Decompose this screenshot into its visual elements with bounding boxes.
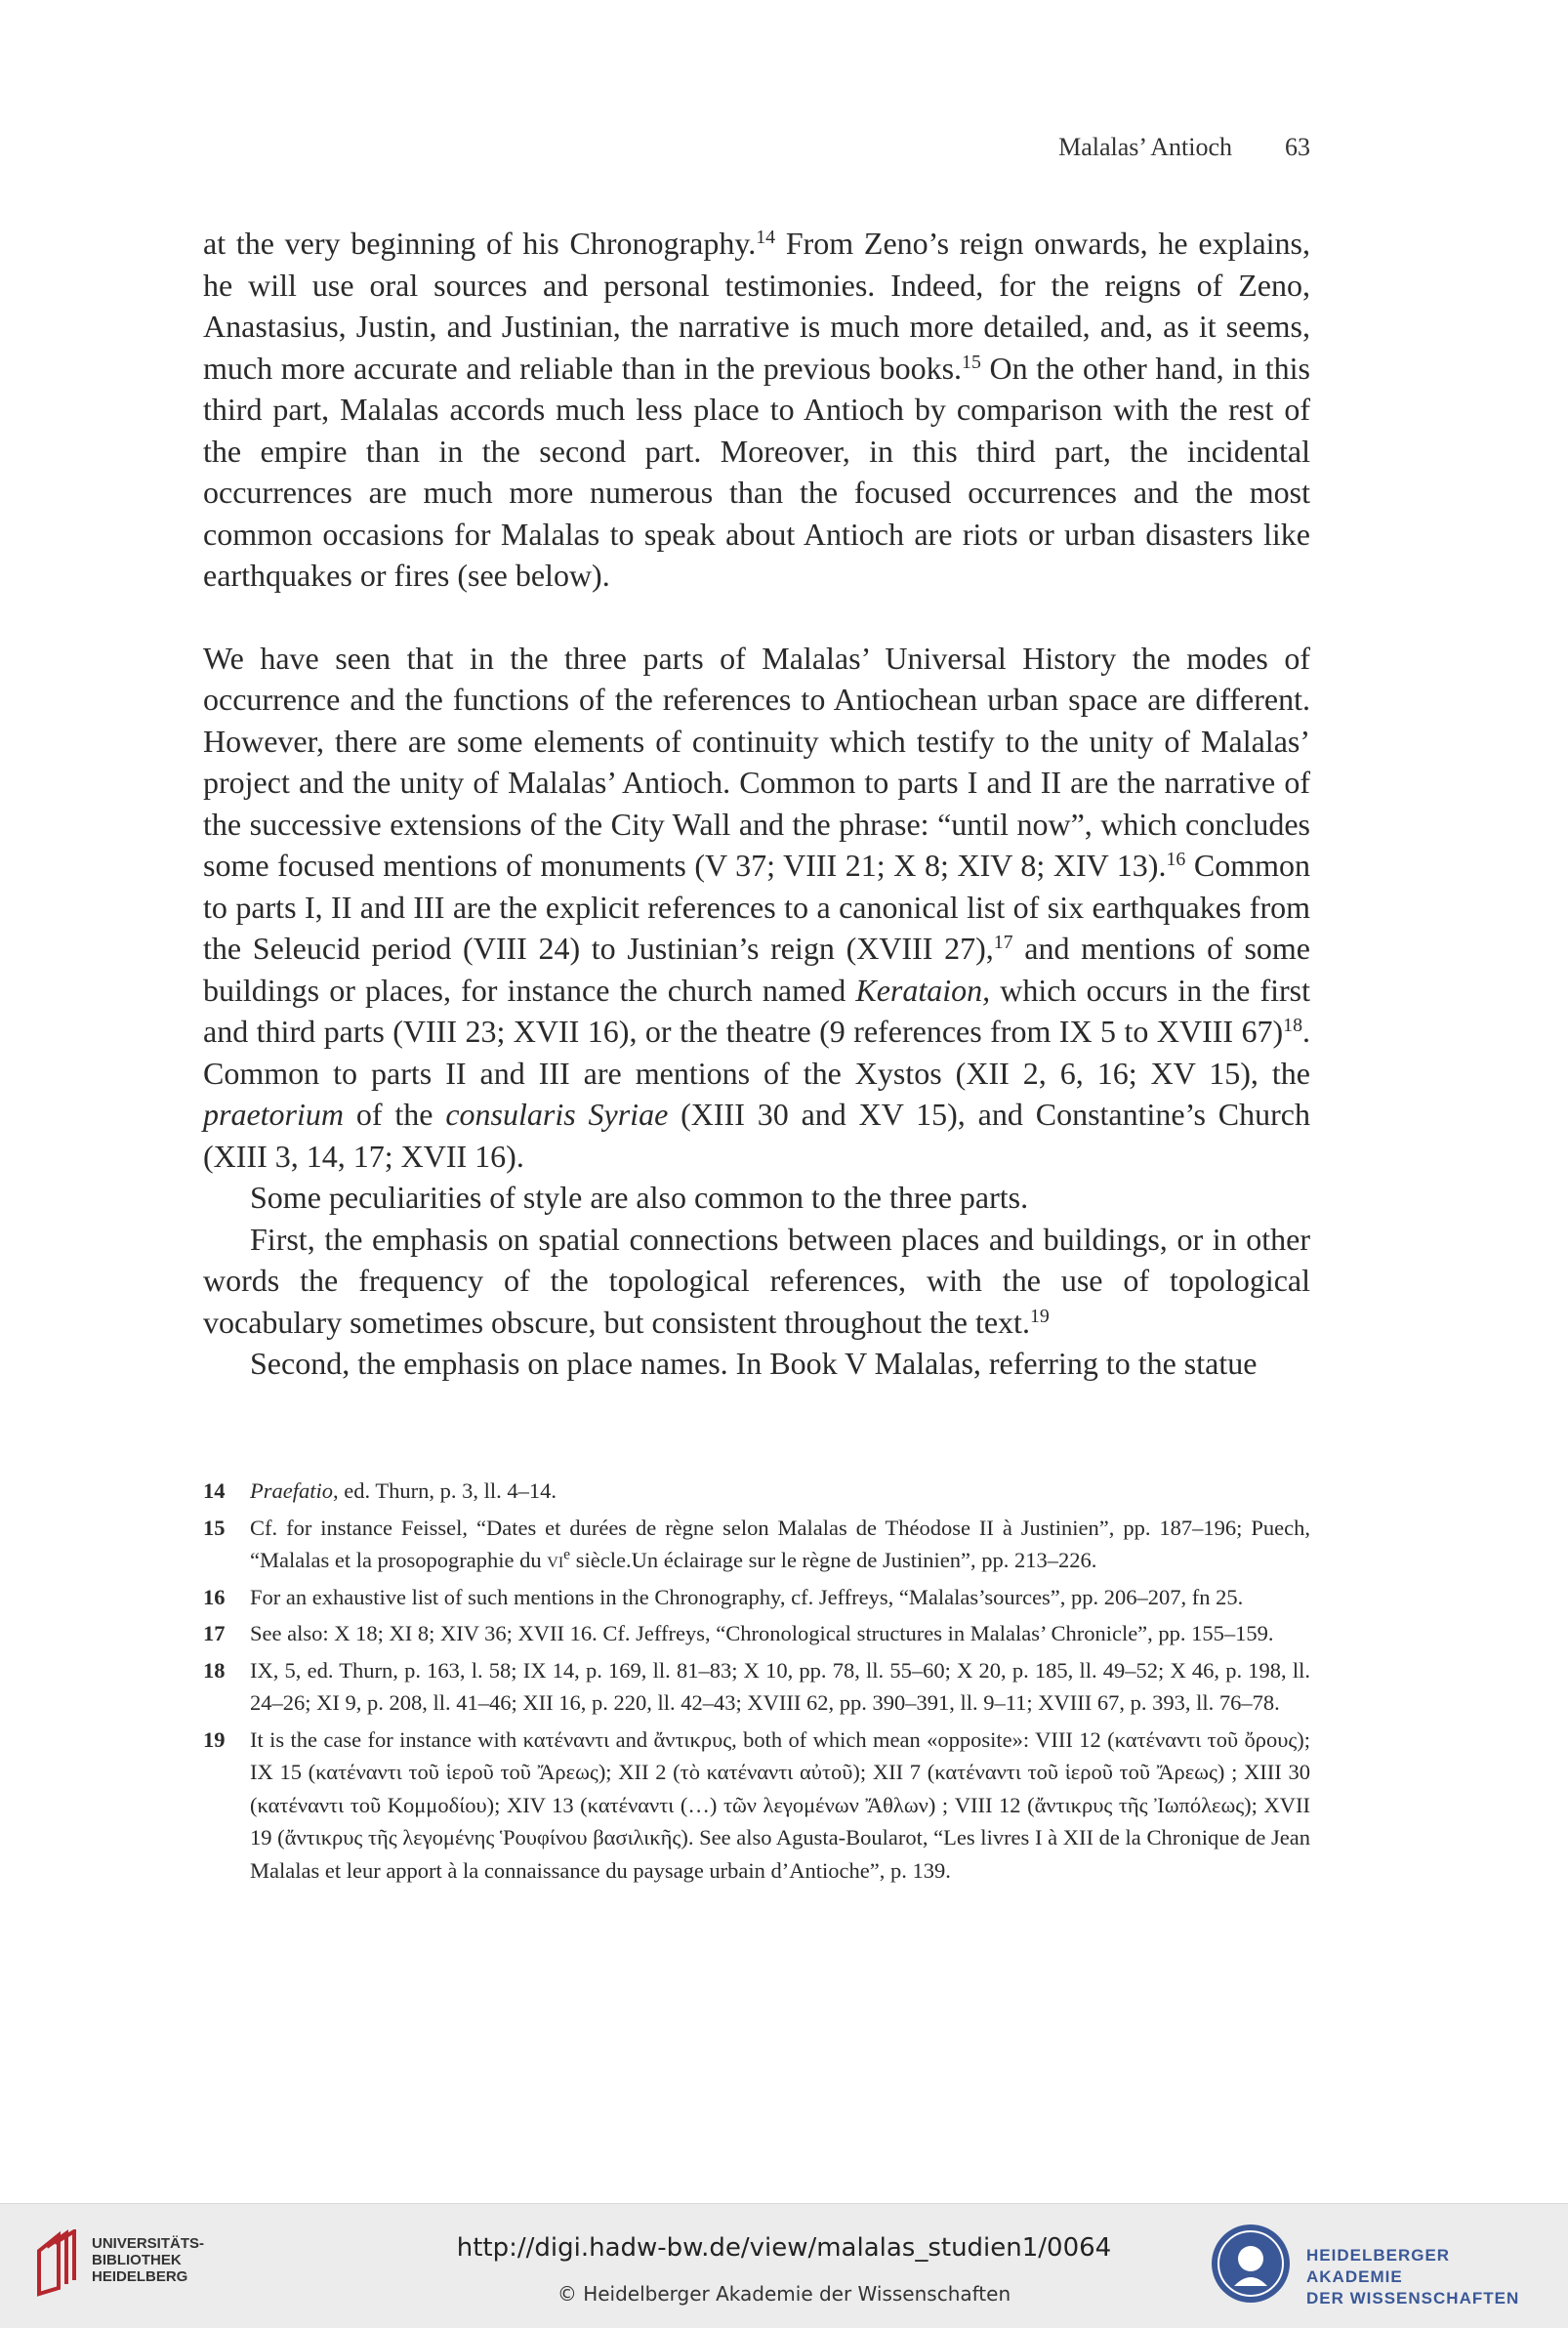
- academy-seal-icon: [1209, 2222, 1293, 2306]
- text-run: at the very beginning of his Chronography.: [203, 226, 757, 261]
- text-run: We have seen that in the three parts of Malalas’ Universal History the modes of occurrence and the functions of the references to Antiochean urban space are different. However, there are some elements of continuity which testify to the unity of Malalas’ project and the unity of Malalas’ Antioch. Common to parts I and II are the narrative of the successive extensions of the City Wall and the phrase: “until now”, which concludes some focused mentions of monuments (V 37; VIII 21; X 8; XIV 8; XIV 13).: [203, 640, 1310, 883]
- italic-term: Praefatio: [250, 1478, 333, 1503]
- footnote-text: For an exhaustive list of such mentions in the Chronography, cf. Jeffreys, “Malalas’sources”, pp. 206–207, fn 25.: [250, 1584, 1244, 1609]
- footnote-number: 16: [203, 1584, 226, 1609]
- running-head: [203, 133, 1310, 172]
- footnote-number: 19: [203, 1726, 226, 1752]
- academy-logo[interactable]: [1209, 2218, 1541, 2315]
- text-run: of the: [344, 1097, 446, 1132]
- footnote-ref-16[interactable]: 16: [1166, 849, 1186, 871]
- footnote-text: Cf. for instance Feissel, “Dates et durées de règne selon Malalas de Théodose II à Justinien”, pp. 187–196; Puech, “Malalas et la prosopographie du: [250, 1515, 1310, 1572]
- superscript: e: [563, 1546, 571, 1563]
- text-run: and mentions of some buildings or places, for instance the church named: [203, 931, 1311, 1008]
- footnote-number: 17: [203, 1621, 226, 1645]
- footnote-number: 18: [203, 1657, 226, 1683]
- footnote-text: siècle.Un éclairage sur le règne de Justinien”, pp. 213–226.: [570, 1548, 1097, 1572]
- source-url-link[interactable]: http://digi.hadw-bw.de/view/malalas_studien1/0064: [456, 2233, 1112, 2263]
- paragraph-2: [203, 638, 1310, 1178]
- footnote-ref-18[interactable]: 18: [1283, 1015, 1302, 1037]
- footnote-text: , ed. Thurn, p. 3, ll. 4–14.: [333, 1478, 557, 1503]
- footnote-text: See also: X 18; XI 8; XIV 36; XVII 16. Cf. Jeffreys, “Chronological structures in Malalas’ Chronicle”, pp. 155–159.: [250, 1621, 1274, 1645]
- footnote-ref-17[interactable]: 17: [993, 932, 1013, 954]
- footer-bar: [0, 2203, 1568, 2328]
- footnote-number: 14: [203, 1478, 226, 1503]
- footnote-17: [203, 1617, 1310, 1650]
- paragraph-5: Second, the emphasis on place names. In Book V Malalas, referring to the statue: [250, 1346, 1258, 1381]
- text-run: From Zeno’s reign onwards, he explains, he will use oral sources and personal testimonies. Indeed, for the reigns of Zeno, Anastasius, Justin, and Justinian, the narrative is much more detailed, and, as it seems, much more accurate and reliable than in the previous books.: [203, 226, 1310, 386]
- footnote-16: [203, 1581, 1310, 1614]
- logo-line: UNIVERSITÄTS-: [92, 2235, 205, 2252]
- page-number: 63: [1285, 133, 1310, 161]
- academy-name: [1306, 2245, 1541, 2309]
- text-run: which occurs in the first and third parts (VIII 23; XVII 16), or the theatre (9 references from IX 5 to XVIII 67): [203, 972, 1310, 1049]
- logo-line: BIBLIOTHEK: [92, 2252, 182, 2268]
- italic-term: consularis Syriae: [445, 1097, 669, 1132]
- text-run: . Common to parts II and III are mentions of the Xystos (XII 2, 6, 16; XV 15), the: [203, 1014, 1310, 1091]
- small-caps-text: vi: [547, 1548, 564, 1572]
- footnote-19: [203, 1724, 1310, 1888]
- italic-term: praetorium: [203, 1097, 344, 1132]
- italic-term: Kerataion,: [855, 972, 991, 1008]
- footnote-ref-14[interactable]: 14: [756, 227, 776, 249]
- logo-line: HEIDELBERG: [92, 2268, 188, 2285]
- running-title: Malalas’ Antioch: [1058, 133, 1232, 161]
- footnote-15: [203, 1512, 1310, 1577]
- footnote-ref-15[interactable]: 15: [962, 351, 981, 373]
- copyright-notice: © Heidelberger Akademie der Wissenschaften: [557, 2282, 1011, 2306]
- text-run: (XIII 30 and XV 15), and Constantine’s Church (XIII 3, 14, 17; XVII 16).: [203, 1097, 1311, 1174]
- footnote-14: [203, 1475, 1310, 1508]
- footnote-18: [203, 1654, 1310, 1720]
- text-run: On the other hand, in this third part, Malalas accords much less place to Antioch by comparison with the rest of the empire than in the second part. Moreover, in this third part, the incidental occurrences are much more numerous than the focused occurrences and the most common occasions for Malalas to speak about Antioch are riots or urban disasters like earthquakes or fires (see below).: [203, 350, 1310, 593]
- footnote-number: 15: [203, 1515, 226, 1540]
- text-run: First, the emphasis on spatial connections between places and buildings, or in other words the frequency of the topological references, with the use of topological vocabulary sometimes obscure, but consistent throughout the text.: [203, 1221, 1310, 1340]
- paragraph-1: [203, 223, 1310, 597]
- footnote-ref-19[interactable]: 19: [1029, 1305, 1050, 1327]
- paragraph-4: [203, 1219, 1310, 1344]
- logo-line: HEIDELBERGER AKADEMIE: [1306, 2246, 1451, 2286]
- body-text: [203, 223, 1310, 1385]
- footnote-text: It is the case for instance with κατέναντι and ἄντικρυς, both of which mean «opposite»: VIII 12 (κατέναντι τοῦ ὄρους); IX 15 (κατέναντι τοῦ ἱεροῦ τοῦ Ἄρεως); XII 2 (τὸ κατέναντι αὐτοῦ); XII 7 (κατέναντι τοῦ ἱεροῦ τοῦ Ἄρεως) ; XIII 30 (κατέναντι τοῦ Κομμοδίου); XIV 13 (κατέναντι (…) τῶν λεγομένων Ἄθλων) ; VIII 12 (ἄντικρυς τῆς Ἰωπόλεως); XVII 19 (ἄντικρυς τῆς λεγομένης Ῥουφίνου βασιλικῆς). See also Agusta-Boularot, “Les livres I à XII de la Chronique de Jean Malalas et leur apport à la connaissance du paysage urbain d’Antioche”, p. 139.: [250, 1726, 1310, 1883]
- paragraph-3: Some peculiarities of style are also common to the three parts.: [250, 1180, 1029, 1215]
- footnotes: [203, 1475, 1310, 1891]
- text-run: Common to parts I, II and III are the explicit references to a canonical list of six earthquakes from the Seleucid period (VIII 24) to Justinian’s reign (XVIII 27),: [203, 848, 1311, 966]
- footnote-text: IX, 5, ed. Thurn, p. 163, l. 58; IX 14, p. 169, ll. 81–83; X 10, pp. 78, ll. 55–60; X 20, p. 185, ll. 49–52; X 46, p. 198, ll. 24–26; XI 9, p. 208, ll. 41–46; XII 16, p. 220, ll. 42–43; XVIII 62, pp. 390–391, ll. 9–11; XVIII 67, p. 393, ll. 76–78.: [250, 1657, 1310, 1715]
- logo-line: DER WISSENSCHAFTEN: [1306, 2289, 1520, 2307]
